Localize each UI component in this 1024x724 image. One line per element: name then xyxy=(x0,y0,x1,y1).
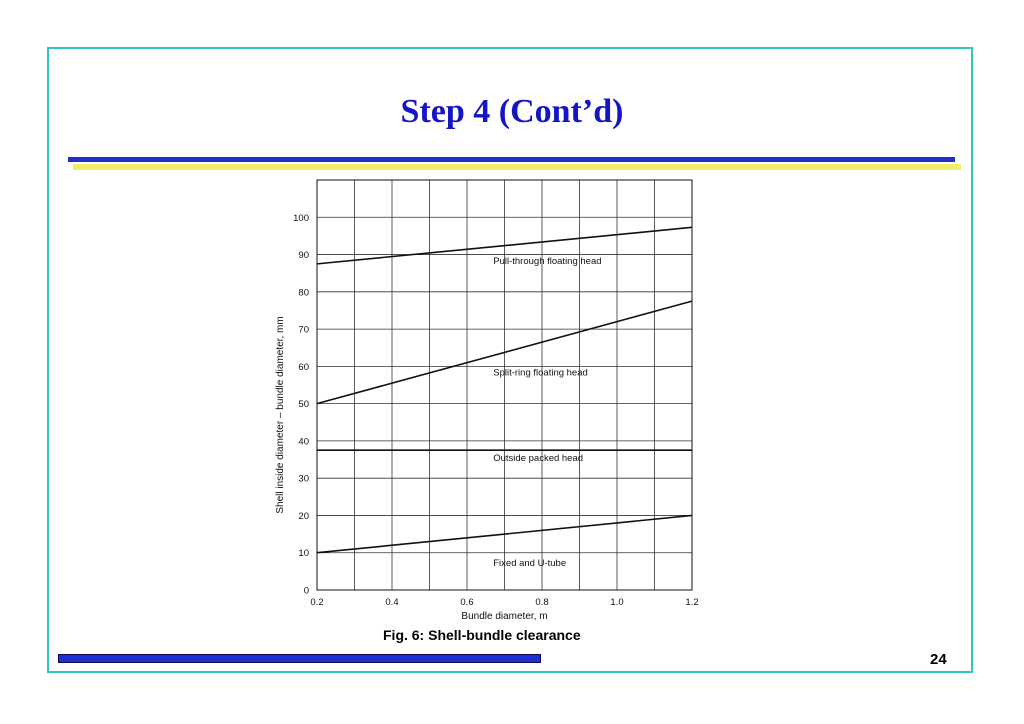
x-axis-ticks xyxy=(310,597,698,608)
y-tick-label: 0 xyxy=(303,585,309,597)
y-tick-label: 90 xyxy=(298,250,309,262)
x-axis-label: Bundle diameter, m xyxy=(461,611,548,622)
series-label-pull-through-floating-head: Pull-through floating head xyxy=(493,255,602,267)
figure-caption: Fig. 6: Shell-bundle clearance xyxy=(383,627,581,643)
series-label-fixed-and-u-tube: Fixed and U-tube xyxy=(493,557,567,569)
y-tick-label: 40 xyxy=(298,436,309,448)
title-rule-blue xyxy=(68,157,955,162)
footer-bar xyxy=(58,654,541,663)
clearance-chart xyxy=(270,175,710,625)
y-tick-label: 60 xyxy=(298,361,309,373)
y-tick-label: 10 xyxy=(298,548,309,560)
series-label-split-ring-floating-head: Split-ring floating head xyxy=(493,367,588,379)
y-tick-label: 50 xyxy=(298,399,309,411)
series-label-outside-packed-head: Outside packed head xyxy=(493,453,584,465)
x-tick-label: 0.2 xyxy=(310,597,324,608)
y-axis-ticks xyxy=(293,213,309,597)
x-tick-label: 0.6 xyxy=(460,597,474,608)
y-tick-label: 80 xyxy=(298,287,309,299)
y-tick-label: 20 xyxy=(298,510,309,522)
x-tick-label: 1.0 xyxy=(610,597,624,608)
y-tick-label: 70 xyxy=(298,324,309,336)
chart-grid xyxy=(317,180,692,590)
x-tick-label: 0.8 xyxy=(535,597,549,608)
title-rule-yellow xyxy=(73,164,961,170)
y-tick-label: 100 xyxy=(293,212,309,224)
slide-title: Step 4 (Cont’d) xyxy=(400,93,624,130)
x-tick-label: 1.2 xyxy=(685,597,699,608)
y-axis-label: Shell inside diameter – bundle diameter, mm xyxy=(275,316,286,514)
x-tick-label: 0.4 xyxy=(385,597,399,608)
page-number: 24 xyxy=(930,651,947,668)
y-tick-label: 30 xyxy=(298,473,309,485)
